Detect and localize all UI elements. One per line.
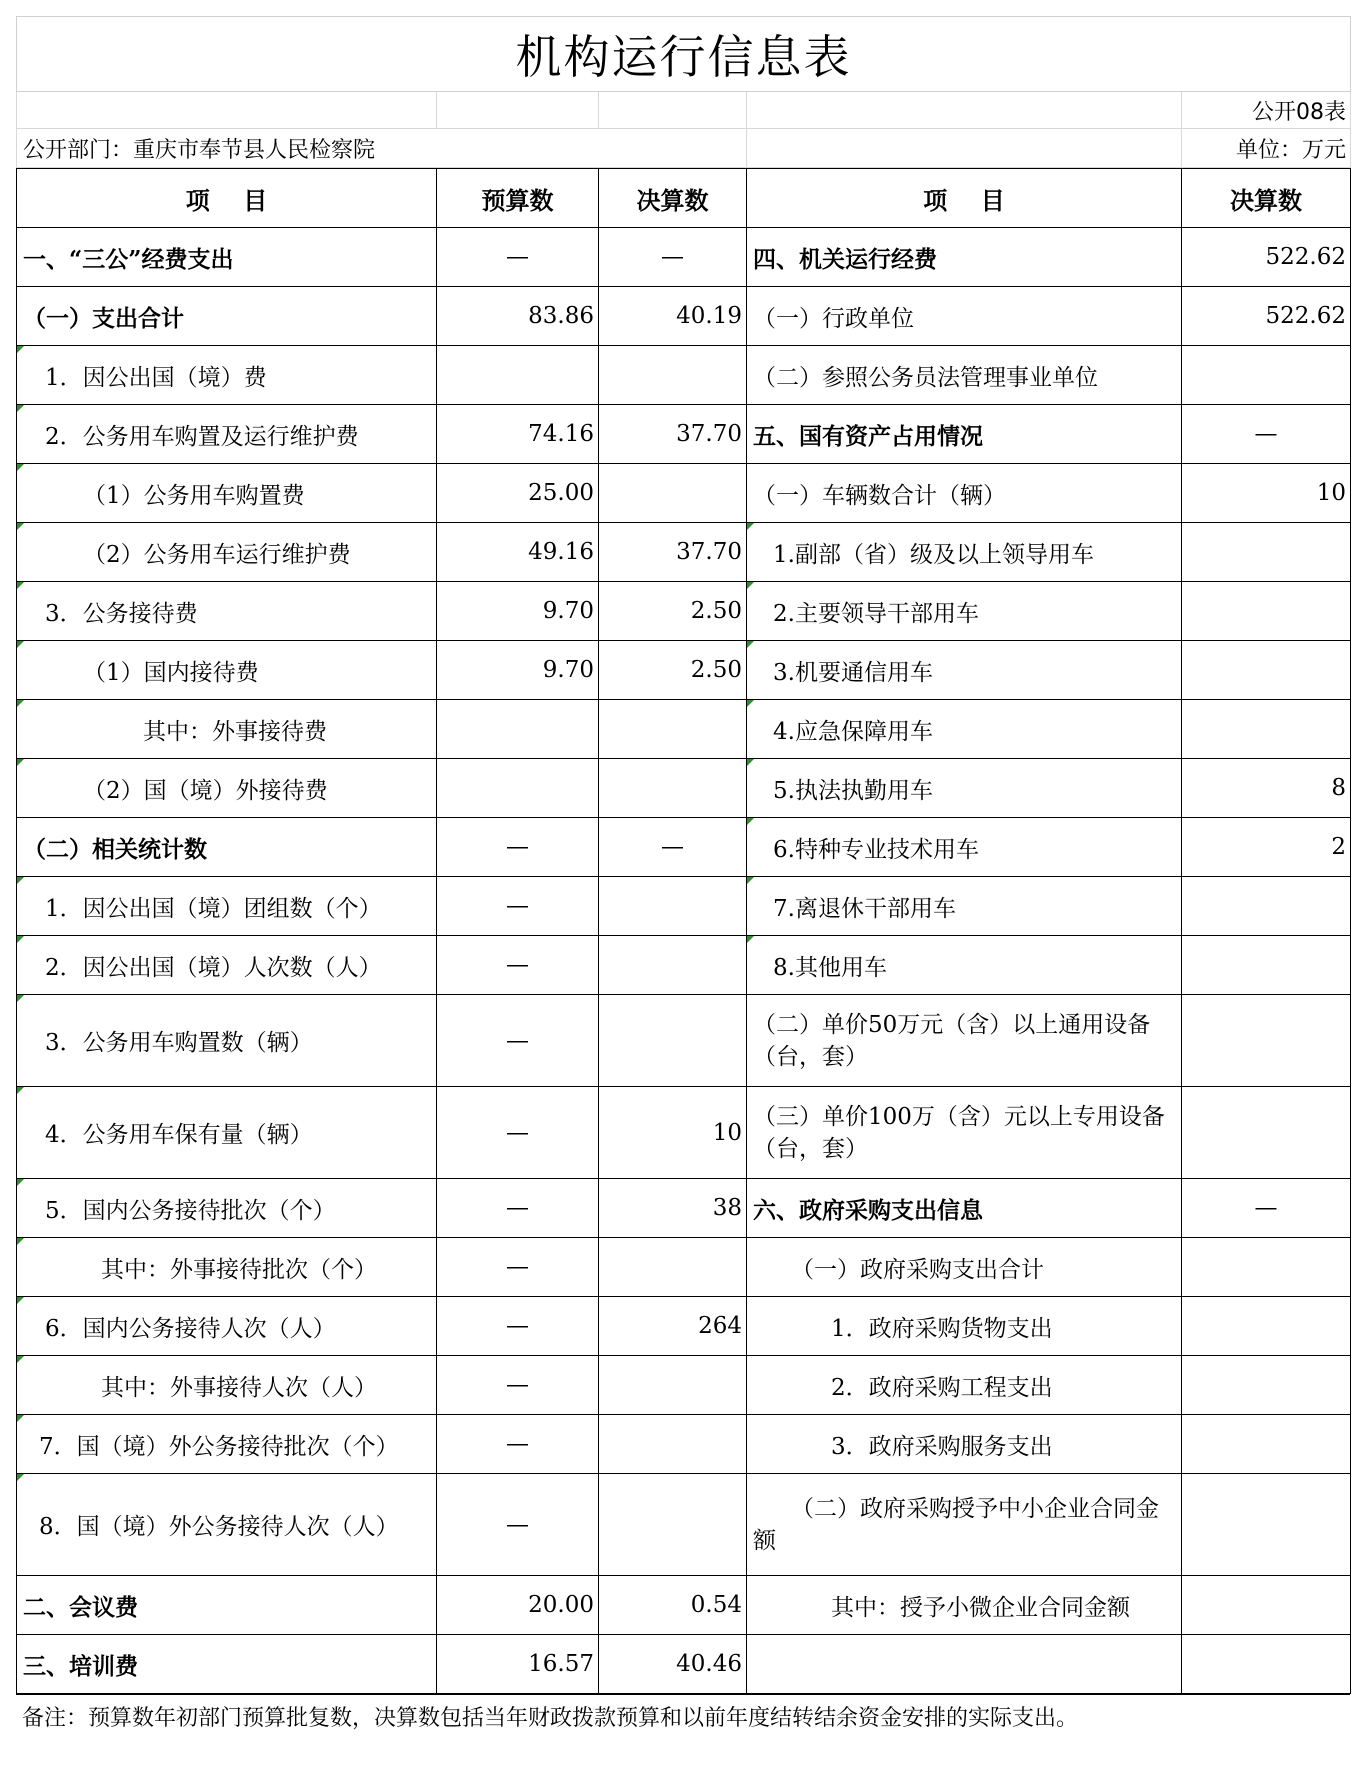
row-label: 三、培训费 (17, 1635, 437, 1694)
table-row (17, 1576, 1351, 1635)
row-label: 2．因公出国（境）人次数（人） (17, 936, 437, 995)
right-final-cell (1182, 1635, 1351, 1694)
right-label: 3.机要通信用车 (747, 641, 1182, 700)
right-label: 2．政府采购工程支出 (747, 1356, 1182, 1415)
unit-label: 单位：万元 (1182, 129, 1351, 168)
budget-cell: 16.57 (437, 1635, 599, 1694)
right-label: 6.特种专业技术用车 (747, 818, 1182, 877)
final-cell: — (599, 228, 747, 287)
right-label: 六、政府采购支出信息 (747, 1179, 1182, 1238)
budget-cell: — (437, 1356, 599, 1415)
final-cell (599, 346, 747, 405)
table-row (17, 405, 1351, 464)
right-label: 3．政府采购服务支出 (747, 1415, 1182, 1474)
final-cell: — (599, 818, 747, 877)
budget-cell (437, 759, 599, 818)
final-cell: 38 (599, 1179, 747, 1238)
row-label: （2）公务用车运行维护费 (17, 523, 437, 582)
right-label: 2.主要领导干部用车 (747, 582, 1182, 641)
table-row (17, 523, 1351, 582)
header-budget: 预算数 (437, 169, 599, 228)
row-label: （2）国（境）外接待费 (17, 759, 437, 818)
right-final-cell: — (1182, 405, 1351, 464)
right-final-cell: 2 (1182, 818, 1351, 877)
table-row (17, 1415, 1351, 1474)
table-row (17, 1297, 1351, 1356)
budget-cell: — (437, 818, 599, 877)
header-final: 决算数 (599, 169, 747, 228)
report-sheet (16, 16, 1350, 1737)
final-cell: 2.50 (599, 641, 747, 700)
budget-cell: — (437, 877, 599, 936)
right-label: 8.其他用车 (747, 936, 1182, 995)
right-label: （二）政府采购授予中小企业合同金额 (747, 1474, 1182, 1576)
table-row (17, 582, 1351, 641)
right-label: （一）行政单位 (747, 287, 1182, 346)
header-item-right: 项 目 (747, 169, 1182, 228)
final-cell (599, 1356, 747, 1415)
page-title: 机构运行信息表 (17, 17, 1351, 92)
table-row (17, 1474, 1351, 1576)
final-cell: 40.19 (599, 287, 747, 346)
table-row (17, 1356, 1351, 1415)
right-final-cell (1182, 936, 1351, 995)
budget-cell: 9.70 (437, 582, 599, 641)
right-final-cell: 522.62 (1182, 287, 1351, 346)
budget-cell (437, 700, 599, 759)
footnote: 备注：预算数年初部门预算批复数，决算数包括当年财政拨款预算和以前年度结转结余资金安排的实际支出。 (16, 1695, 1350, 1738)
department-label: 公开部门：重庆市奉节县人民检察院 (17, 129, 747, 168)
row-label: （二）相关统计数 (17, 818, 437, 877)
budget-cell: — (437, 1415, 599, 1474)
final-cell: 2.50 (599, 582, 747, 641)
final-cell: 40.46 (599, 1635, 747, 1694)
right-final-cell (1182, 1474, 1351, 1576)
right-label: 7.离退休干部用车 (747, 877, 1182, 936)
final-cell (599, 936, 747, 995)
table-row (17, 759, 1351, 818)
right-final-cell (1182, 641, 1351, 700)
header-row (17, 169, 1351, 228)
row-label: 4．公务用车保有量（辆） (17, 1087, 437, 1179)
row-label: （一）支出合计 (17, 287, 437, 346)
table-row (17, 995, 1351, 1087)
table-row (17, 936, 1351, 995)
budget-cell: — (437, 1087, 599, 1179)
row-label: 8．国（境）外公务接待人次（人） (17, 1474, 437, 1576)
right-label: 4.应急保障用车 (747, 700, 1182, 759)
final-cell: 0.54 (599, 1576, 747, 1635)
budget-cell: 20.00 (437, 1576, 599, 1635)
final-cell (599, 995, 747, 1087)
header-final-right: 决算数 (1182, 169, 1351, 228)
table-row (17, 877, 1351, 936)
row-label: 3．公务接待费 (17, 582, 437, 641)
row-label: 1．因公出国（境）费 (17, 346, 437, 405)
table-row (17, 464, 1351, 523)
right-final-cell (1182, 1356, 1351, 1415)
row-label: 3．公务用车购置数（辆） (17, 995, 437, 1087)
right-label: （一）政府采购支出合计 (747, 1238, 1182, 1297)
table-row (17, 287, 1351, 346)
right-final-cell (1182, 346, 1351, 405)
row-label: 5．国内公务接待批次（个） (17, 1179, 437, 1238)
right-final-cell (1182, 582, 1351, 641)
row-label: （1）公务用车购置费 (17, 464, 437, 523)
table-row (17, 1238, 1351, 1297)
right-label (747, 1635, 1182, 1694)
final-cell (599, 877, 747, 936)
final-cell (599, 1415, 747, 1474)
right-final-cell: 10 (1182, 464, 1351, 523)
table-row (17, 1179, 1351, 1238)
row-label: 6．国内公务接待人次（人） (17, 1297, 437, 1356)
table-row (17, 700, 1351, 759)
final-cell: 10 (599, 1087, 747, 1179)
table-row (17, 818, 1351, 877)
right-final-cell (1182, 700, 1351, 759)
right-label: 1.副部（省）级及以上领导用车 (747, 523, 1182, 582)
row-label: 其中：外事接待费 (17, 700, 437, 759)
budget-cell: — (437, 936, 599, 995)
table-row (17, 1635, 1351, 1694)
budget-cell: 25.00 (437, 464, 599, 523)
report-table (16, 16, 1351, 168)
right-final-cell: 522.62 (1182, 228, 1351, 287)
table-row (17, 641, 1351, 700)
right-label: 五、国有资产占用情况 (747, 405, 1182, 464)
final-cell: 37.70 (599, 405, 747, 464)
final-cell (599, 700, 747, 759)
budget-cell: 83.86 (437, 287, 599, 346)
right-label: 1．政府采购货物支出 (747, 1297, 1182, 1356)
final-cell (599, 1238, 747, 1297)
row-label: 其中：外事接待人次（人） (17, 1356, 437, 1415)
budget-cell: — (437, 995, 599, 1087)
right-final-cell: — (1182, 1179, 1351, 1238)
form-code: 公开08表 (1182, 92, 1351, 129)
row-label: 一、“三公”经费支出 (17, 228, 437, 287)
row-label: 其中：外事接待批次（个） (17, 1238, 437, 1297)
final-cell (599, 1474, 747, 1576)
budget-cell: 74.16 (437, 405, 599, 464)
right-final-cell (1182, 523, 1351, 582)
right-final-cell (1182, 995, 1351, 1087)
right-final-cell (1182, 1238, 1351, 1297)
final-cell: 37.70 (599, 523, 747, 582)
right-label: 其中：授予小微企业合同金额 (747, 1576, 1182, 1635)
right-final-cell (1182, 1415, 1351, 1474)
data-grid (16, 168, 1351, 1694)
budget-cell: — (437, 1297, 599, 1356)
right-label: （一）车辆数合计（辆） (747, 464, 1182, 523)
right-final-cell (1182, 877, 1351, 936)
table-row (17, 1087, 1351, 1179)
right-label: （二）单价50万元（含）以上通用设备（台，套） (747, 995, 1182, 1087)
budget-cell: 9.70 (437, 641, 599, 700)
final-cell (599, 759, 747, 818)
row-label: 7．国（境）外公务接待批次（个） (17, 1415, 437, 1474)
final-cell (599, 464, 747, 523)
right-label: （二）参照公务员法管理事业单位 (747, 346, 1182, 405)
row-label: 二、会议费 (17, 1576, 437, 1635)
right-label: （三）单价100万（含）元以上专用设备（台，套） (747, 1087, 1182, 1179)
budget-cell (437, 346, 599, 405)
right-final-cell: 8 (1182, 759, 1351, 818)
note-table (16, 1694, 1350, 1737)
budget-cell: — (437, 1179, 599, 1238)
right-label: 四、机关运行经费 (747, 228, 1182, 287)
budget-cell: — (437, 228, 599, 287)
row-label: （1）国内接待费 (17, 641, 437, 700)
header-item-left: 项 目 (17, 169, 437, 228)
right-final-cell (1182, 1297, 1351, 1356)
table-row (17, 346, 1351, 405)
budget-cell: 49.16 (437, 523, 599, 582)
final-cell: 264 (599, 1297, 747, 1356)
right-final-cell (1182, 1576, 1351, 1635)
right-final-cell (1182, 1087, 1351, 1179)
right-label: 5.执法执勤用车 (747, 759, 1182, 818)
table-row (17, 228, 1351, 287)
budget-cell: — (437, 1474, 599, 1576)
row-label: 1．因公出国（境）团组数（个） (17, 877, 437, 936)
row-label: 2．公务用车购置及运行维护费 (17, 405, 437, 464)
budget-cell: — (437, 1238, 599, 1297)
